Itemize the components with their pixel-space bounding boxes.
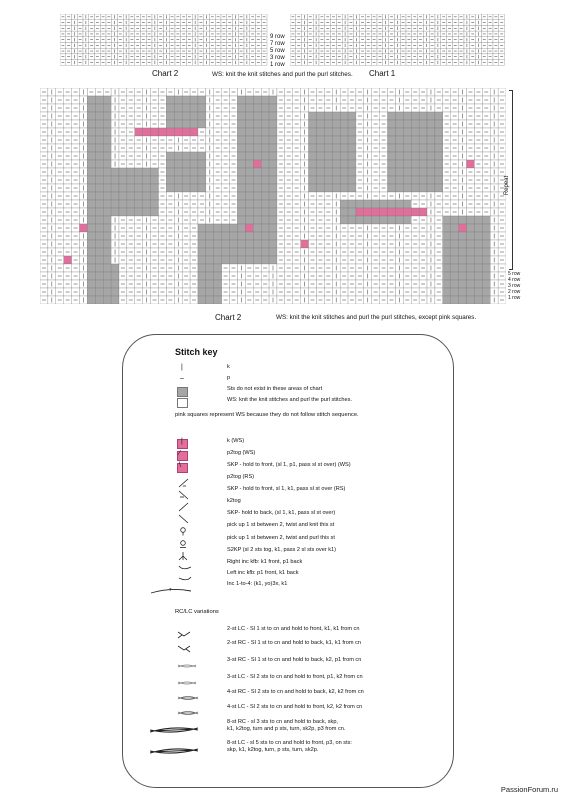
stitch-key-panel [122, 334, 454, 788]
cable-8lc-line-1: 8-st LC - sl 5 sts to cn and hold to front, p3, on sts: [227, 740, 352, 746]
key-item-text: S2KP (sl 2 sts tog, k1, pass 2 sl sts over k1) [227, 547, 337, 553]
pink-p2tog-icon: ⁄ [177, 451, 188, 461]
top-row-label: 9 row [270, 34, 285, 40]
key-item-text: WS: knit the knit stitches and purl the purl stitches. [227, 397, 352, 403]
key-item-text: SKP- hold to back, (sl 1, k1, pass sl st over) [227, 510, 336, 516]
svg-text:7: 7 [169, 587, 172, 592]
key-item-cable-8rc [123, 719, 453, 737]
key-item-text: p2tog (RS) [227, 474, 255, 480]
key-item-text: p2tog (WS) [227, 450, 256, 456]
main-row-label: 2 row [508, 289, 521, 295]
cable-3st-icon [177, 658, 197, 668]
left-inc-icon [177, 571, 197, 581]
key-item-text: k [227, 364, 230, 370]
cable-2st-icon [177, 641, 197, 651]
key-item-cable-3rc [123, 657, 453, 669]
cable-2st-icon [177, 627, 197, 637]
key-item-text: pick up 1 st between 2, twist and purl this st [227, 535, 335, 541]
key-item-text: SKP - hold to front, (sl 1, p1, pass sl st over) (WS) [227, 462, 351, 468]
skp-front-icon [177, 487, 197, 497]
key-item-text: SKP - hold to front, sl 1, k1, pass sl st over (RS) [227, 486, 346, 492]
key-item-cable-2lc [123, 626, 453, 638]
cable-4st-icon [177, 690, 197, 700]
site-watermark: PassionForum.ru [500, 785, 558, 794]
top-chart-1-grid [290, 14, 506, 66]
key-item-cable-4rc [123, 689, 453, 701]
key-item-skp-ws [123, 462, 453, 474]
key-item-text [227, 719, 345, 733]
key-item-text [227, 740, 352, 754]
key-item-cable-8lc [123, 740, 453, 758]
repeat-label: Repeat [504, 175, 511, 196]
key-item-k2tog [123, 498, 453, 510]
key-item-skp-front [123, 486, 453, 498]
key-item-skp-back [123, 510, 453, 522]
top-row-label: 7 row [270, 41, 285, 47]
key-item-pickup-p [123, 535, 453, 547]
cable-8st-icon [149, 722, 199, 732]
cable-8rc-line-1: 8-st RC - sl 3 sts to cn and hold to back, skp, [227, 719, 338, 725]
key-item-text: p [227, 375, 231, 381]
cable-4st-icon [177, 705, 197, 715]
right-inc-icon [177, 560, 197, 570]
top-ws-note: WS: knit the knit stitches and purl the purl stitches. [212, 71, 353, 78]
s2kp-icon [177, 548, 197, 558]
p2tog-icon [177, 475, 197, 485]
top-row-label: 5 row [270, 48, 285, 54]
top-row-label: 1 row [270, 62, 285, 68]
key-item-text: Left inc kfb: p1 front, k1 back [227, 570, 299, 576]
key-item-text: k (WS) [227, 438, 245, 444]
key-item-text: 4-st LC - Sl 2 sts to cn and hold to front, k2, k2 from cn [227, 704, 363, 710]
purl-symbol-icon: – [180, 375, 184, 382]
key-item-text: k2tog [227, 498, 241, 504]
key-item-text: 4-st RC - Sl 2 sts to cn and hold to back, k2, k2 from cn [227, 689, 364, 695]
key-item-text: Right inc kfb: k1 front, p1 back [227, 559, 303, 565]
key-item-cable-4lc [123, 704, 453, 716]
key-item-p2tog-ws [123, 450, 453, 462]
key-item-text: pick up 1 st between 2, twist and knit this st [227, 522, 335, 528]
main-row-label: 4 row [508, 277, 521, 283]
key-item-text: Sts do not exist in these areas of chart [227, 386, 323, 392]
cable-3st-icon [177, 675, 197, 685]
main-row-label: 1 row [508, 295, 521, 301]
key-item-s2kp [123, 547, 453, 559]
key-item-k-ws [123, 438, 453, 450]
main-row-label: 3 row [508, 283, 521, 289]
pickup-purl-icon [177, 536, 197, 546]
key-item-text: Inc 1-to-4: (k1, yo)3x, k1 [227, 581, 288, 587]
pink-knit-icon: | [177, 439, 188, 449]
knit-symbol-icon: | [181, 364, 183, 371]
key-item-text: 3-st LC - Sl 2 sts to cn and hold to front, p1, k2 from cn [227, 674, 363, 680]
white-square-icon [177, 398, 188, 408]
key-item-cable-3lc [123, 674, 453, 686]
cable-heading: RC/LC variations [175, 609, 219, 615]
key-item-text: 2-st RC - Sl 1 st to cn and hold to back, k1, k1 from cn [227, 640, 361, 646]
key-item-p2tog-rs [123, 474, 453, 486]
grey-square-icon [177, 387, 188, 397]
key-item-cable-2rc [123, 640, 453, 652]
main-chart-label: Chart 2 [215, 313, 242, 322]
key-item-pickup-k [123, 522, 453, 534]
k2tog-icon [177, 499, 197, 509]
key-item-text: 3-st RC - Sl 1 st to cn and hold to back, k2, p1 from cn [227, 657, 362, 663]
cable-8lc-line-2: skp, k1, k2tog, turn, p sts, turn, sk2p. [227, 747, 319, 753]
top-row-label: 3 row [270, 55, 285, 61]
cable-8st-icon [149, 743, 199, 753]
top-row-labels [270, 34, 285, 69]
stitch-key-title: Stitch key [175, 347, 218, 357]
cable-8rc-line-2: k1, k2tog, turn and p sts, turn, sk2p, p3 from cn. [227, 726, 346, 732]
top-chart-2-grid [60, 14, 268, 66]
key-item-white [123, 397, 453, 409]
inc-1-to-4-icon [149, 582, 193, 592]
key-item-text: 2-st LC - Sl 1 st to cn and hold to front, k1, k1 from cn [227, 626, 360, 632]
main-row-label: 5 row [508, 271, 521, 277]
main-ws-note: WS: knit the knit stitches and purl the purl stitches, except pink squares. [276, 314, 477, 321]
top-chart-1-label: Chart 1 [369, 69, 396, 78]
pink-skp-icon: \ [177, 463, 188, 473]
top-chart-2-label: Chart 2 [152, 69, 179, 78]
main-row-labels [508, 271, 520, 301]
pink-note: pink squares represent WS because they do not follow stitch sequence. [175, 412, 359, 418]
key-item-inc-1-4 [123, 581, 453, 593]
main-chart-grid [40, 88, 506, 304]
pickup-knit-icon [177, 523, 197, 533]
skp-back-icon [177, 511, 197, 521]
